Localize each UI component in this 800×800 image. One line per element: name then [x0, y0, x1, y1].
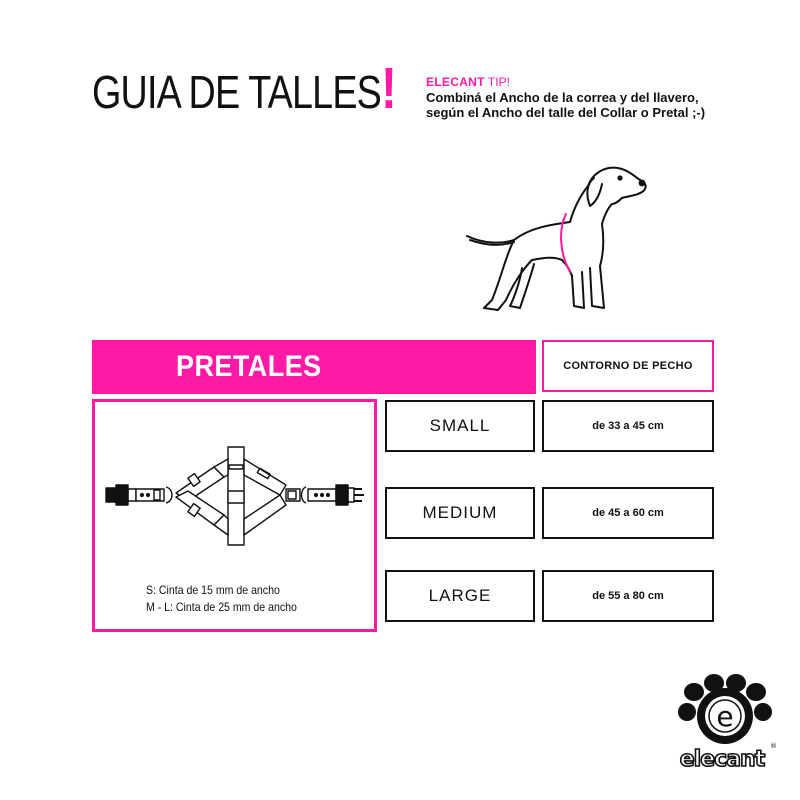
- range-medium-cell: de 45 a 60 cm: [542, 487, 714, 539]
- tip-word: TIP!: [484, 75, 510, 89]
- range-large-cell: de 55 a 80 cm: [542, 570, 714, 622]
- logo-registered: ®: [770, 742, 777, 750]
- size-medium-cell: MEDIUM: [385, 487, 535, 539]
- dog-illustration: [462, 160, 652, 320]
- tip-line-2: según el Ancho del talle del Collar o Pretal ;-): [426, 105, 706, 120]
- paw-logo-icon: [672, 674, 778, 774]
- section-header-bar: [92, 340, 536, 394]
- title-exclamation: !: [381, 56, 397, 121]
- harness-illustration: [104, 445, 366, 550]
- harness-notes: [146, 582, 297, 616]
- section-label: PRETALES: [176, 350, 322, 383]
- tip-line-1: Combiná el Ancho de la correa y del llavero,: [426, 90, 699, 105]
- size-large-cell: LARGE: [385, 570, 535, 622]
- range-small-cell: de 33 a 45 cm: [542, 400, 714, 452]
- column-header-chest: CONTORNO DE PECHO: [542, 340, 714, 392]
- tip-brand: ELECANT: [426, 75, 485, 89]
- note-small: S: Cinta de 15 mm de ancho: [146, 583, 280, 597]
- logo-wordmark: elecant: [679, 747, 765, 772]
- page-title: [92, 56, 397, 121]
- size-small-cell: SMALL: [385, 400, 535, 452]
- page-title-text: GUIA DE TALLES: [92, 66, 382, 118]
- logo-emblem-letter: e: [716, 700, 734, 733]
- note-medium-large: M - L: Cinta de 25 mm de ancho: [146, 600, 297, 614]
- tip-block: [426, 74, 705, 120]
